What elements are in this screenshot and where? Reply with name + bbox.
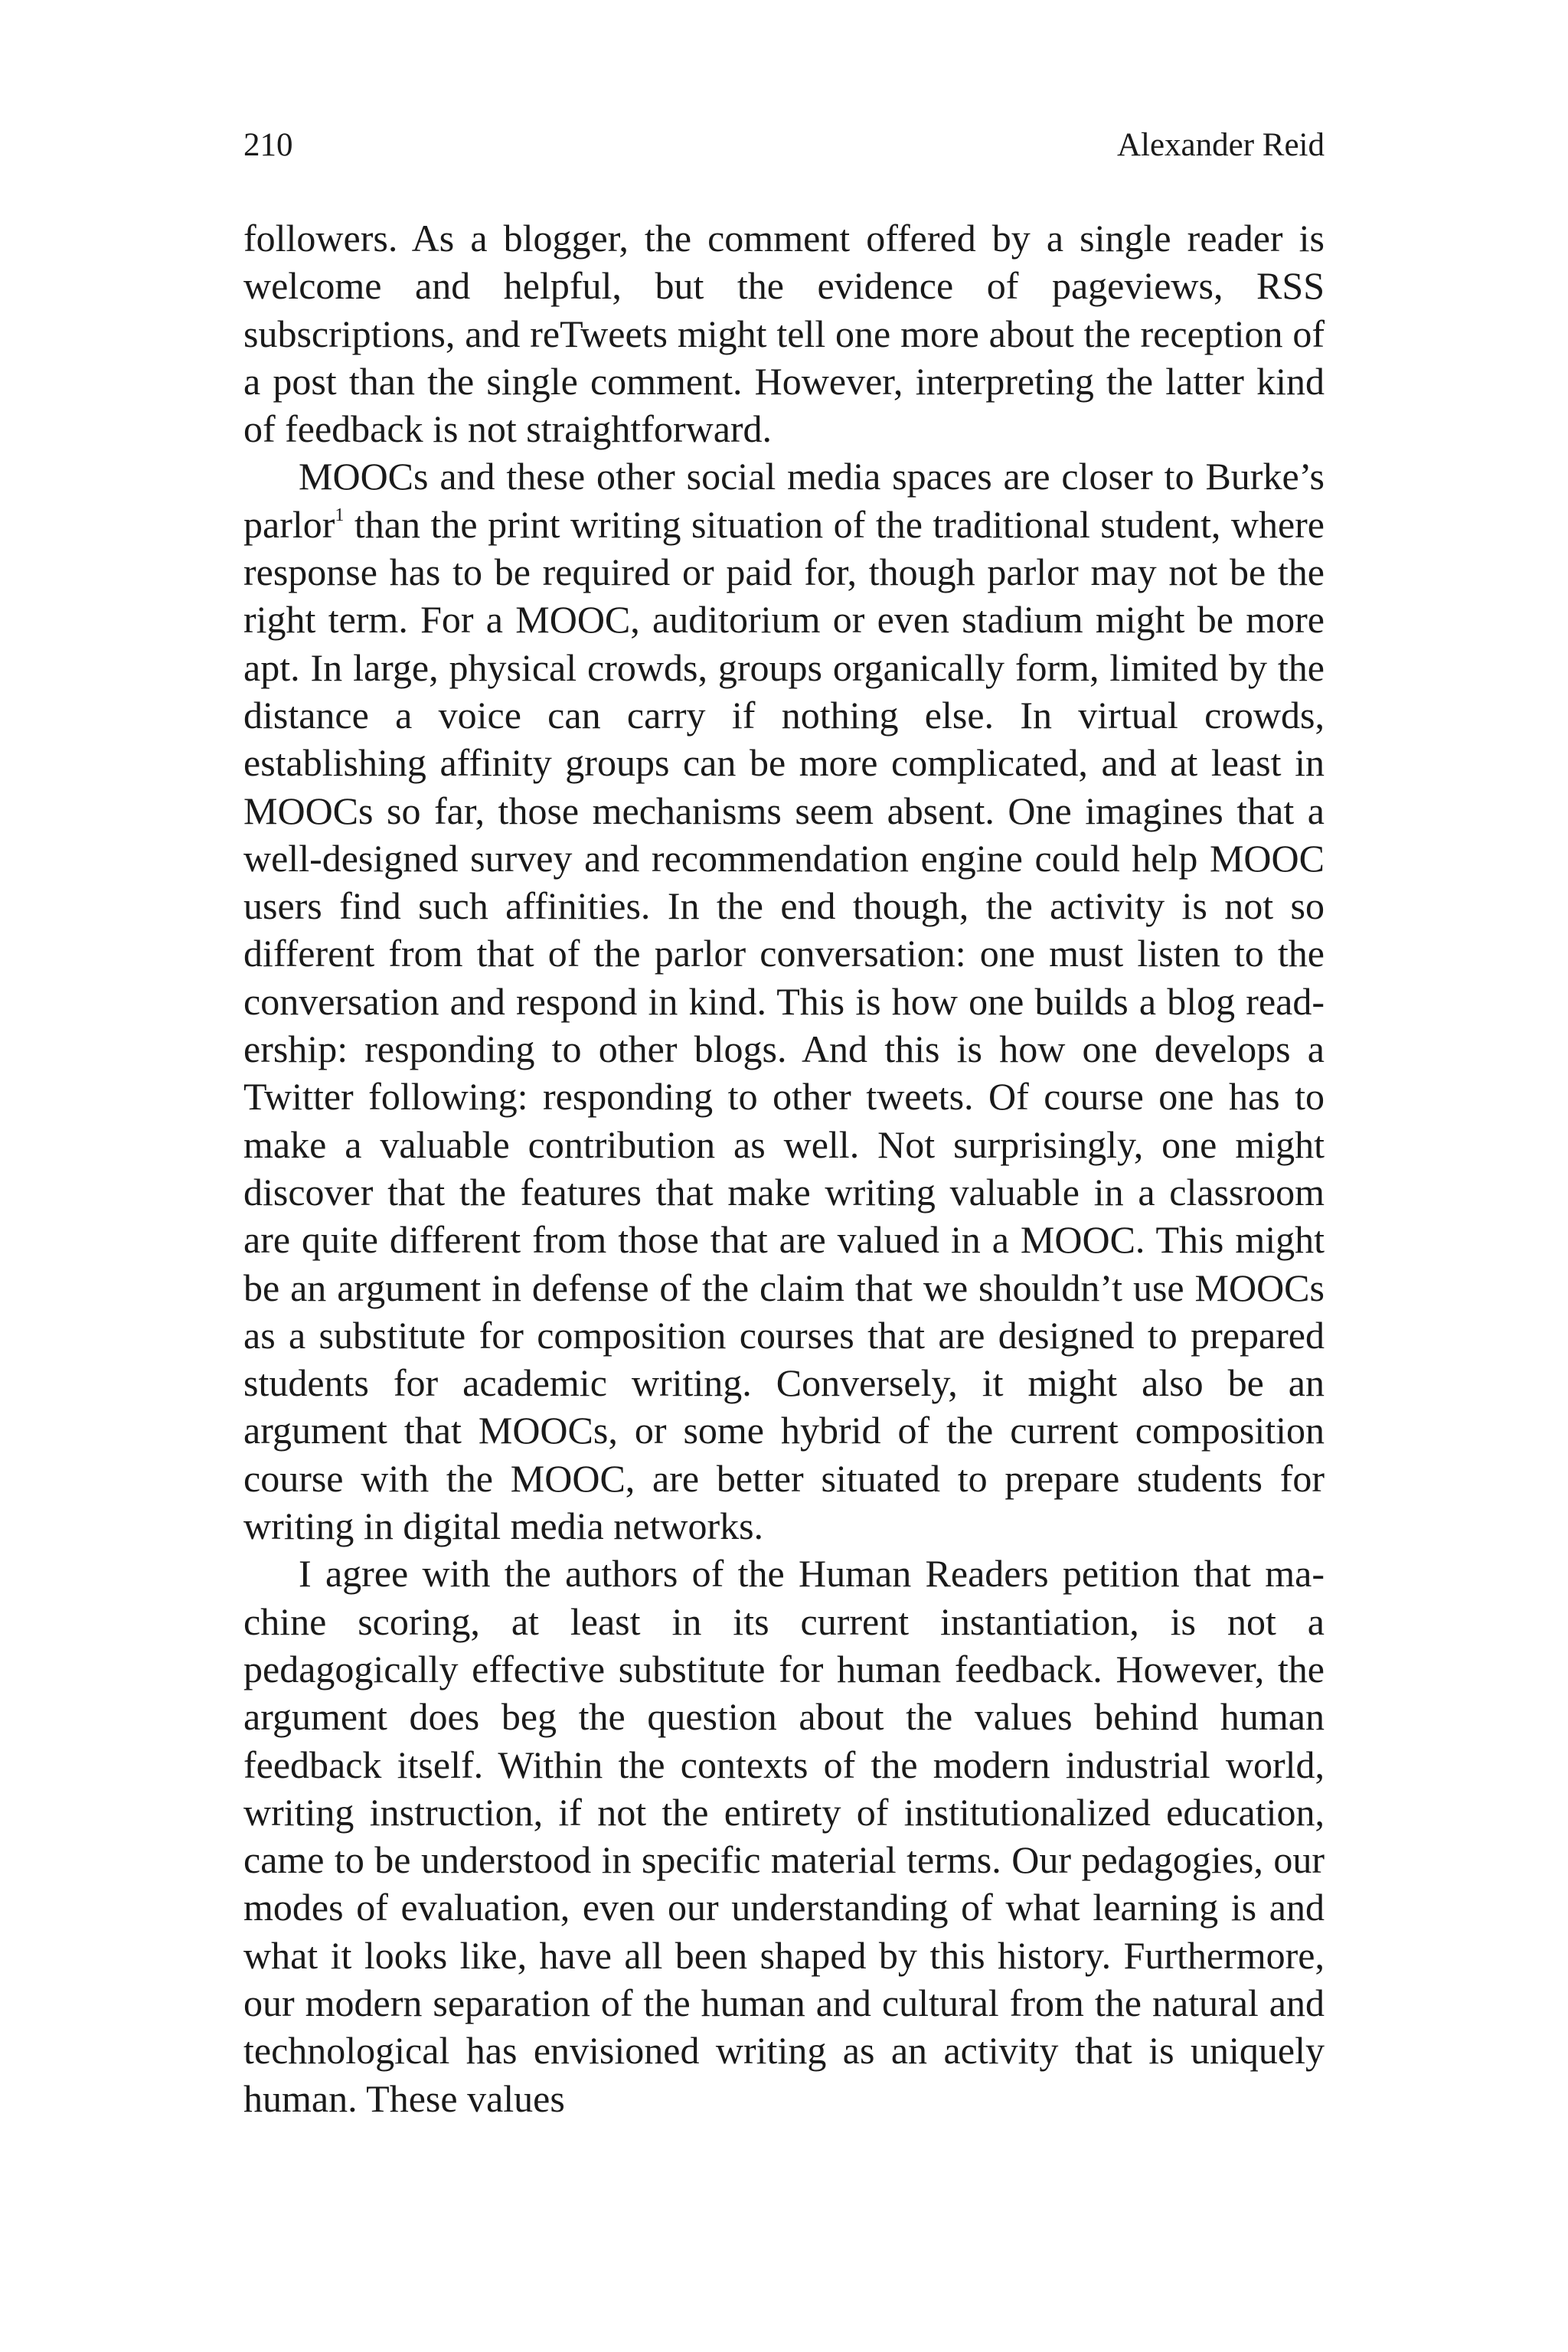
paragraph-2 <box>243 452 1325 1550</box>
paragraph-3: I agree with the authors of the Human Readers petition that machine scoring, at least in its current instantiation, is not a pedagogically effective substitute for human feedback. However, the argument does beg the question about the values behind human feedback itself. Within the contexts of the modern industrial world, writing instruction, if not the entirety of institutionalized education, came to be understood in specific material terms. Our pedagogies, our modes of evaluation, even our understanding of what learning is and what it looks like, have all been shaped by this history. Furthermore, our modern separation of the human and cultural from the natural and technological has envisioned writing as an activity that is uniquely human. These values <box>243 1552 1325 2120</box>
running-head-author: Alexander Reid <box>1116 127 1325 163</box>
running-head <box>243 122 1325 168</box>
paragraph-2-start: MOOCs and these other social media spaces are closer to Burke’s parlor <box>243 455 1325 546</box>
paragraph-1: followers. As a blogger, the comment offered by a single reader is welcome and helpful, but the evidence of pageviews, RSS subscriptions, and reTweets might tell one more about the reception of a post than the single comment. However, interpreting the latter kind of feedback is not straightforward. <box>243 217 1325 451</box>
body-text <box>243 214 1325 2122</box>
paragraph-2-rest: than the print writing situation of the traditional student, where response has to be required or paid for, though parlor may not be the right term. For a MOOC, auditorium or even stadium might be more apt. In large, physical crowds, groups organically form, limited by the distance a voice can carry if nothing else. In virtual crowds, establishing affinity groups can be more complicated, and at least in MOOCs so far, those mechanisms seem absent. One imagines that a well-designed survey and recommendation engine could help MOOC users find such affinities. In the end though, the activity is not so different from that of the parlor conversation: one must listen to the conversation and respond in kind. This is how one builds a blog readership: responding to other blogs. And this is how one develops a Twitter following: responding to other tweets. Of course one has to make a valuable contribution as well. Not surprisingly, one might discover that the features that make writing valuable in a classroom are quite different from those that are valued in a MOOC. This might be an argument in defense of the claim that we shouldn’t use MOOCs as a substitute for composition courses that are designed to prepared students for academic writing. Conversely, it might also be an argument that MOOCs, or some hybrid of the current composition course with the MOOC, are better situated to prepare students for writing in digital media networks. <box>243 502 1325 1548</box>
page-number: 210 <box>243 127 293 163</box>
footnote-reference[interactable]: 1 <box>335 505 345 525</box>
